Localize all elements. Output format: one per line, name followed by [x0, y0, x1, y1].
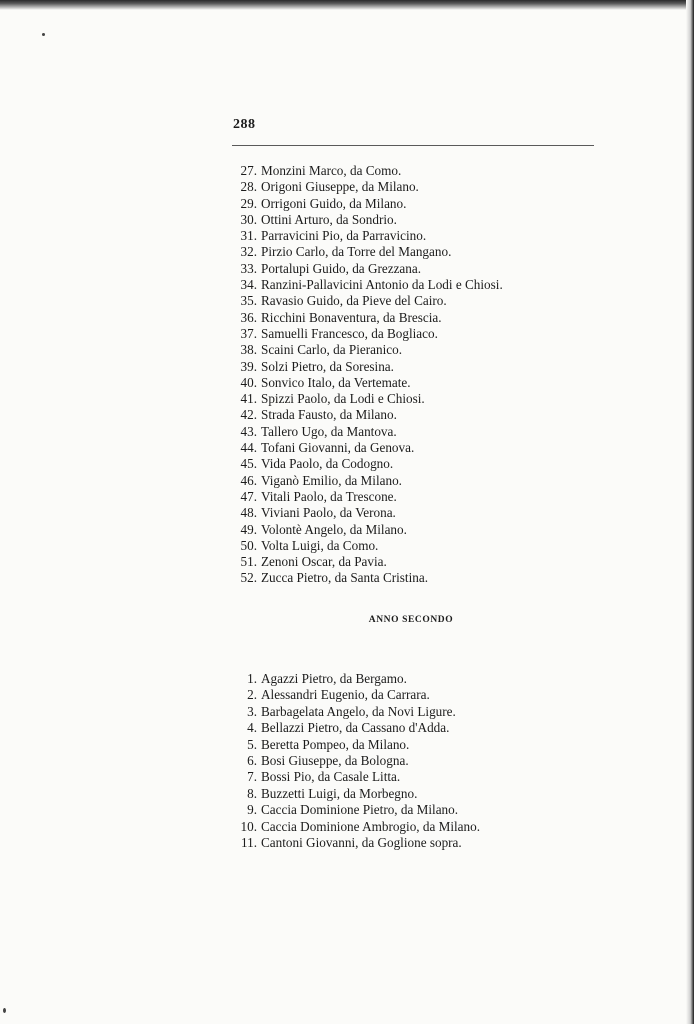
entry-text: Tofani Giovanni, da Genova.: [261, 440, 415, 456]
entry-text: Ravasio Guido, da Pieve del Cairo.: [261, 293, 447, 309]
entry-number: 44.: [240, 440, 257, 456]
list-entry: [230, 570, 503, 586]
entry-number: 2.: [247, 687, 257, 703]
list-entry: [230, 375, 503, 391]
list-entry: [230, 310, 503, 326]
entry-text: Zucca Pietro, da Santa Cristina.: [261, 570, 428, 586]
header-rule: [232, 145, 594, 146]
entry-number: 45.: [240, 456, 257, 472]
page-right-edge-shadow: [686, 0, 694, 1024]
entry-number: 30.: [240, 211, 257, 227]
entry-number: 35.: [240, 293, 257, 309]
entry-number: 28.: [240, 179, 257, 195]
entry-text: Bossi Pio, da Casale Litta.: [261, 769, 401, 785]
list-entry: [230, 277, 503, 293]
entry-number: 10.: [240, 818, 257, 834]
list-entry: [230, 424, 503, 440]
entry-text: Vida Paolo, da Codogno.: [261, 456, 394, 472]
entry-text: Spizzi Paolo, da Lodi e Chiosi.: [261, 391, 425, 407]
list-entry: [230, 163, 503, 179]
entry-text: Solzi Pietro, da Soresina.: [261, 358, 394, 374]
entry-text: Parravicini Pio, da Parravicino.: [261, 228, 427, 244]
entry-number: 43.: [240, 423, 257, 439]
entry-number: 8.: [247, 785, 257, 801]
entry-number: 3.: [247, 703, 257, 719]
page-number: 288: [233, 117, 256, 132]
student-list-first-year: [230, 163, 503, 587]
entry-text: Portalupi Guido, da Grezzana.: [261, 260, 422, 276]
entry-text: Strada Fausto, da Milano.: [261, 407, 397, 423]
entry-text: Caccia Dominione Pietro, da Milano.: [261, 802, 459, 818]
entry-number: 49.: [240, 521, 257, 537]
list-entry: [230, 704, 480, 720]
entry-text: Volta Luigi, da Como.: [261, 537, 379, 553]
entry-number: 39.: [240, 358, 257, 374]
list-entry: [230, 244, 503, 260]
entry-text: Volontè Angelo, da Milano.: [261, 521, 407, 537]
list-entry: [230, 326, 503, 342]
entry-number: 29.: [240, 195, 257, 211]
entry-text: Barbagelata Angelo, da Novi Ligure.: [261, 703, 456, 719]
entry-text: Caccia Dominione Ambrogio, da Milano.: [261, 818, 481, 834]
list-entry: [230, 179, 503, 195]
list-entry: [230, 440, 503, 456]
entry-number: 33.: [240, 260, 257, 276]
student-list-second-year: [230, 671, 480, 851]
list-entry: [230, 473, 503, 489]
section-heading: ANNO SECONDO: [368, 615, 454, 625]
list-entry: [230, 671, 480, 687]
list-entry: [230, 196, 503, 212]
entry-text: Beretta Pompeo, da Milano.: [261, 736, 410, 752]
entry-text: Monzini Marco, da Como.: [261, 163, 402, 178]
entry-number: 51.: [240, 554, 257, 570]
list-entry: [230, 522, 503, 538]
list-entry: [230, 753, 480, 769]
list-entry: [230, 456, 503, 472]
entry-text: Vitali Paolo, da Trescone.: [261, 488, 397, 504]
entry-number: 50.: [240, 537, 257, 553]
list-entry: [230, 554, 503, 570]
list-entry: [230, 228, 503, 244]
list-entry: [230, 407, 503, 423]
entry-text: Sonvico Italo, da Vertemate.: [261, 374, 411, 390]
entry-text: Viganò Emilio, da Milano.: [261, 472, 402, 488]
list-entry: [230, 835, 480, 851]
entry-text: Cantoni Giovanni, da Goglione sopra.: [261, 834, 462, 850]
entry-number: 31.: [240, 228, 257, 244]
entry-text: Buzzetti Luigi, da Morbegno.: [261, 785, 418, 801]
entry-number: 7.: [247, 769, 257, 785]
entry-number: 4.: [247, 720, 257, 736]
entry-text: Origoni Giuseppe, da Milano.: [261, 179, 419, 195]
entry-number: 52.: [240, 570, 257, 586]
entry-text: Bosi Giuseppe, da Bologna.: [261, 752, 409, 768]
entry-text: Bellazzi Pietro, da Cassano d'Adda.: [261, 720, 450, 736]
entry-text: Agazzi Pietro, da Bergamo.: [261, 671, 407, 686]
list-entry: [230, 769, 480, 785]
entry-text: Ricchini Bonaventura, da Brescia.: [261, 309, 442, 325]
list-entry: [230, 342, 503, 358]
entry-number: 32.: [240, 244, 257, 260]
entry-number: 34.: [240, 277, 257, 293]
entry-number: 42.: [240, 407, 257, 423]
list-entry: [230, 505, 503, 521]
list-entry: [230, 293, 503, 309]
entry-text: Pirzio Carlo, da Torre del Mangano.: [261, 244, 452, 260]
entry-number: 9.: [247, 802, 257, 818]
entry-number: 27.: [240, 163, 257, 178]
entry-number: 40.: [240, 374, 257, 390]
entry-text: Ranzini-Pallavicini Antonio da Lodi e Chiosi.: [261, 277, 503, 293]
entry-text: Zenoni Oscar, da Pavia.: [261, 554, 387, 570]
entry-number: 46.: [240, 472, 257, 488]
entry-text: Viviani Paolo, da Verona.: [261, 505, 396, 521]
list-entry: [230, 737, 480, 753]
entry-number: 5.: [247, 736, 257, 752]
entry-number: 47.: [240, 488, 257, 504]
page-top-edge-shadow: [0, 0, 694, 10]
list-entry: [230, 391, 503, 407]
entry-number: 37.: [240, 325, 257, 341]
scan-speck: [42, 33, 45, 36]
scan-speck: [3, 1008, 6, 1013]
list-entry: [230, 802, 480, 818]
entry-text: Alessandri Eugenio, da Carrara.: [261, 687, 430, 703]
entry-number: 41.: [240, 391, 257, 407]
list-entry: [230, 786, 480, 802]
entry-text: Samuelli Francesco, da Bogliaco.: [261, 325, 438, 341]
entry-text: Scaini Carlo, da Pieranico.: [261, 342, 402, 358]
list-entry: [230, 489, 503, 505]
list-entry: [230, 212, 503, 228]
entry-number: 48.: [240, 505, 257, 521]
entry-number: 38.: [240, 342, 257, 358]
entry-number: 36.: [240, 309, 257, 325]
entry-text: Orrigoni Guido, da Milano.: [261, 195, 407, 211]
entry-text: Ottini Arturo, da Sondrio.: [261, 211, 397, 227]
list-entry: [230, 261, 503, 277]
entry-number: 1.: [247, 671, 257, 686]
list-entry: [230, 538, 503, 554]
list-entry: [230, 359, 503, 375]
entry-number: 6.: [247, 752, 257, 768]
list-entry: [230, 687, 480, 703]
entry-number: 11.: [241, 834, 257, 850]
list-entry: [230, 819, 480, 835]
list-entry: [230, 720, 480, 736]
entry-text: Tallero Ugo, da Mantova.: [261, 423, 397, 439]
